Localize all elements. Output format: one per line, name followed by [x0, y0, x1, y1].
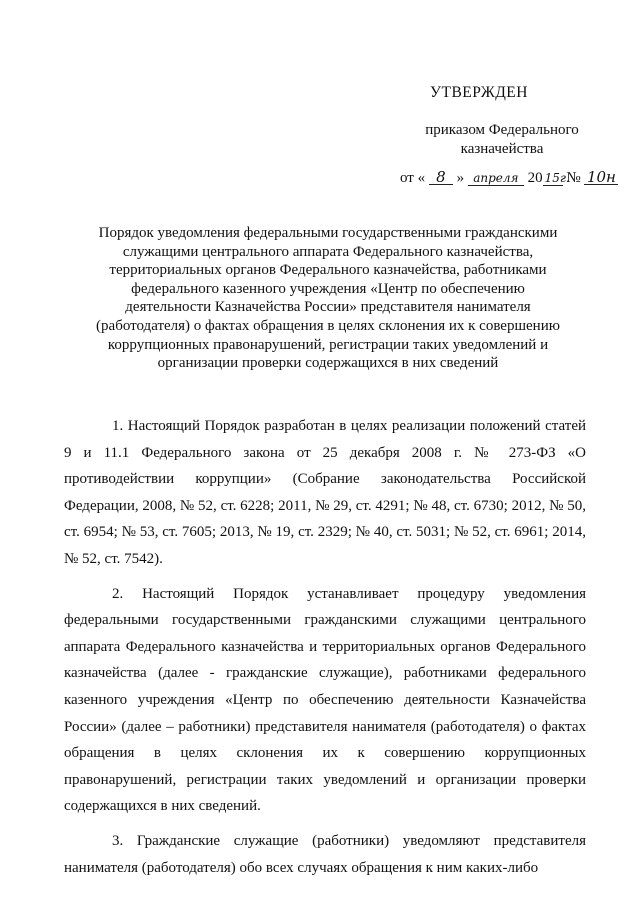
- document-body: [64, 413, 586, 889]
- date-year-prefix: 20: [527, 170, 543, 186]
- number-prefix: №: [566, 170, 581, 186]
- paragraph-2: 2. Настоящий Порядок устанавливает процедуру уведомления федеральными государственными гражданскими служащими центрального аппарата Федерального казначейства и территориальных органов Федерального казначейства (далее - гражданские служащие), работниками федерального казенного учреждения «Центр по обеспечению деятельности Казначейства России» (далее – работники) представителя нанимателя (работодателя) о фактах обращения в целях склонения их к совершению коррупционных правонарушений, регистрации таких уведомлений и организации проверки содержащихся в них сведений.: [64, 585, 586, 815]
- paragraph-3: 3. Гражданские служащие (работники) уведомляют представителя нанимателя (работодателя) обо всех случаях обращения к ним каких-либо: [64, 832, 586, 876]
- paragraph-1: 1. Настоящий Порядок разработан в целях реализации положений статей 9 и 11.1 Федерального закона от 25 декабря 2008 г. № 273-ФЗ «О противодействии коррупции» (Собрание законодательства Российской Федерации, 2008, № 52, ст. 6228; 2011, № 29, ст. 4291; № 48, ст. 6730; 2012, № 50, ст. 6954; № 53, ст. 7605; 2013, № 19, ст. 2329; № 40, ст. 5031; № 52, ст. 6961; 2014, № 52, ст. 7542).: [64, 418, 586, 567]
- handwritten-month: апреля: [468, 171, 524, 186]
- document-title: Порядок уведомления федеральными государственными гражданскими служащими центрального аппарата Федерального казначейства, территориальных органов Федерального казначейства, работниками федерального казенного учреждения «Центр по обеспечению деятельности Казначейства России» представителя нанимателя (работодателя) о фактах обращения в целях склонения их к совершению коррупционных правонарушений, регистрации таких уведомлений и организации проверки содержащихся в них сведений: [96, 225, 560, 372]
- handwritten-day: 8: [429, 170, 453, 185]
- approval-stamp-heading: УТВЕРЖДЕН: [430, 84, 528, 101]
- handwritten-order-number: 10н: [584, 170, 618, 185]
- date-mid: »: [456, 170, 465, 186]
- date-prefix: от «: [400, 170, 426, 186]
- approval-date-line: [400, 170, 618, 187]
- handwritten-year: 15г.: [544, 171, 570, 185]
- approval-order-text: приказом Федерального казначейства: [425, 122, 579, 157]
